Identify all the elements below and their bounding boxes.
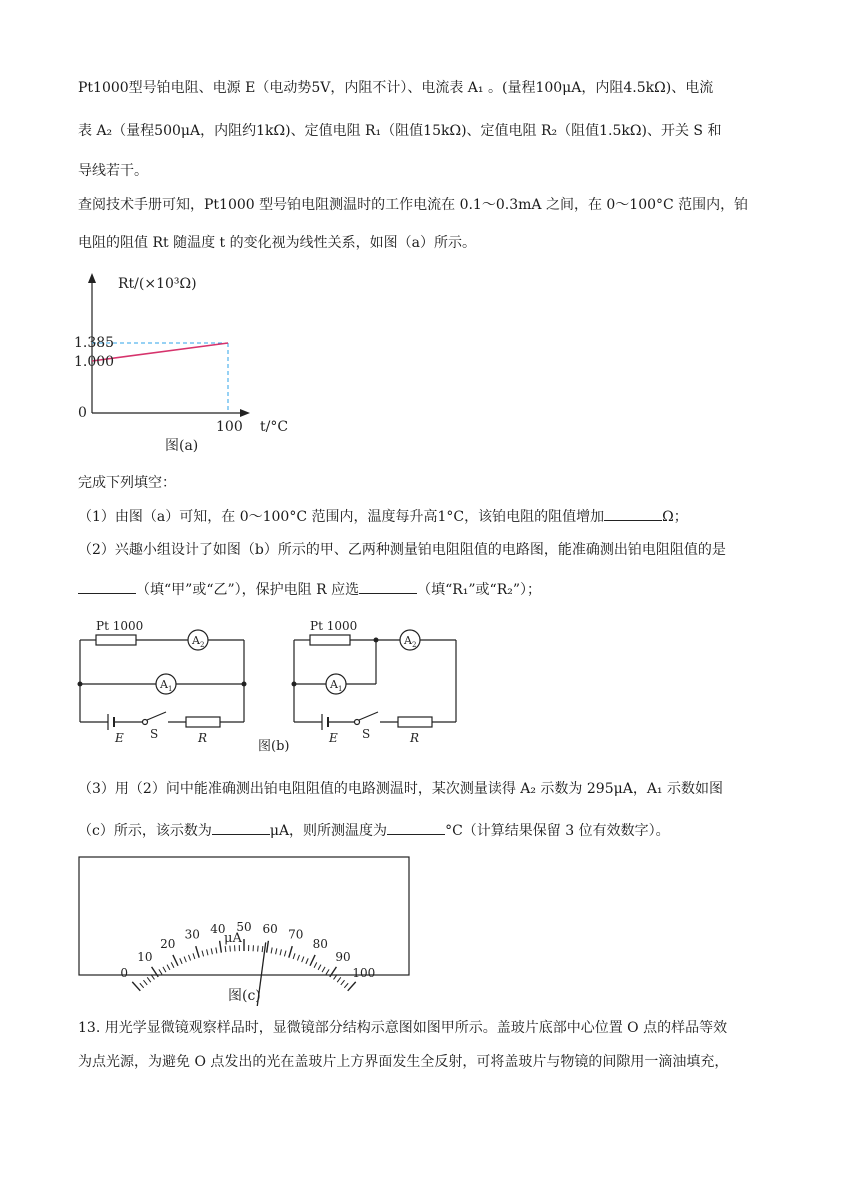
x-axis-arrow bbox=[240, 409, 250, 417]
meter-tick-100 bbox=[348, 982, 356, 991]
question-13-line-2: 为点光源，为避免 O 点发出的光在盖玻片上方界面发生全反射，可将盖玻片与物镜的间隙用一滴油填充， bbox=[78, 1054, 729, 1070]
scale-label-50: 50 bbox=[236, 920, 252, 934]
resistor-r-jia bbox=[186, 717, 220, 727]
meter-tick-96 bbox=[341, 980, 345, 985]
resistor-label-yi: R bbox=[410, 731, 420, 745]
meter-tick-44 bbox=[230, 946, 231, 952]
question-2-line-2 bbox=[78, 579, 541, 600]
circuit-yi bbox=[294, 630, 456, 730]
scale-label-20: 20 bbox=[160, 937, 176, 952]
question-2-end: （填“R₁”或“R₂”）； bbox=[417, 582, 542, 598]
scale-label-70: 70 bbox=[288, 927, 304, 942]
meter-tick-0 bbox=[132, 982, 140, 991]
question-3-line-1: （3）用（2）问中能准确测出铂电阻阻值的电路测温时，某次测量读得 A₂ 示数为 295μA，A₁ 示数如图 bbox=[78, 781, 723, 797]
junction-right-jia bbox=[242, 682, 247, 687]
switch-jia bbox=[147, 712, 166, 720]
scale-label-0: 0 bbox=[120, 965, 129, 980]
switch-yi bbox=[359, 712, 378, 720]
ammeter-a2-label-yi: $A_2$ bbox=[404, 634, 417, 649]
y-axis-label: Rt/(×10³Ω) bbox=[118, 276, 197, 292]
scale-label-30: 30 bbox=[184, 927, 200, 942]
switch-label-yi: S bbox=[362, 727, 371, 741]
junction-left-jia bbox=[78, 682, 83, 687]
figure-b-caption: 图(b) bbox=[258, 739, 290, 754]
pt1000-resistor-jia bbox=[96, 635, 136, 645]
question-2-mid: （填“甲”或“乙”），保护电阻 R 应选 bbox=[136, 582, 360, 598]
scale-label-10: 10 bbox=[137, 949, 153, 964]
question-13-line-1: 13. 用光学显微镜观察样品时，显微镜部分结构示意图如图甲所示。盖玻片底部中心位置 O 点的样品等效 bbox=[78, 1020, 728, 1036]
x-axis-label: t/°C bbox=[260, 419, 289, 435]
pt1000-label-yi: Pt 1000 bbox=[310, 619, 358, 633]
scale-label-90: 90 bbox=[335, 949, 351, 964]
meter-tick-58 bbox=[262, 946, 263, 952]
meter-tick-56 bbox=[258, 946, 259, 952]
question-3-mid: μA，则所测温度为 bbox=[269, 823, 388, 839]
question-3-end: °C（计算结果保留 3 位有效数字）。 bbox=[445, 823, 670, 839]
pt1000-resistor-yi bbox=[310, 635, 350, 645]
figure-a-caption: 图(a) bbox=[165, 438, 199, 454]
meter-tick-4 bbox=[143, 980, 147, 985]
meter-tick-42 bbox=[225, 946, 226, 952]
resistor-r-yi bbox=[398, 717, 432, 727]
paragraph-line-1: Pt1000型号铂电阻、电源 E（电动势5V，内阻不计）、电流表 A₁ 。(量程100μA，内阻4.5kΩ)、电流 bbox=[78, 80, 714, 96]
meter-frame bbox=[79, 857, 409, 975]
paragraph-line-5: 电阻的阻值 Rt 随温度 t 的变化视为线性关系，如图（a）所示。 bbox=[78, 235, 476, 251]
question-1-text: （1）由图（a）可知，在 0～100°C 范围内，温度每升高1°C，该铂电阻的阻值增加 bbox=[78, 509, 605, 525]
figure-c-meter bbox=[78, 856, 412, 1006]
answer-blank-1[interactable] bbox=[604, 506, 662, 521]
junction-top-yi bbox=[374, 638, 379, 643]
figure-c-caption: 图(c) bbox=[228, 988, 261, 1004]
question-1 bbox=[78, 506, 688, 527]
ammeter-a2-label-jia: $A_2$ bbox=[192, 634, 205, 649]
battery-label-yi: E bbox=[329, 731, 338, 745]
switch-label-jia: S bbox=[150, 727, 159, 741]
answer-blank-4[interactable] bbox=[212, 820, 270, 835]
meter-tick-2 bbox=[140, 983, 144, 988]
answer-blank-5[interactable] bbox=[387, 820, 445, 835]
paragraph-line-3: 导线若干。 bbox=[78, 163, 148, 179]
question-3-start: （c）所示，该示数为 bbox=[78, 823, 212, 839]
ammeter-a1-label-yi: $A_1$ bbox=[330, 678, 343, 693]
figure-b-circuits bbox=[70, 612, 470, 757]
figure-a-graph bbox=[70, 265, 300, 460]
paragraph-line-4: 查阅技术手册可知，Pt1000 型号铂电阻测温时的工作电流在 0.1～0.3mA 之间，在 0～100°C 范围内，铂 bbox=[78, 197, 749, 213]
x-tick-100: 100 bbox=[216, 419, 243, 435]
question-1-unit: Ω； bbox=[662, 509, 688, 525]
origin-label: 0 bbox=[78, 405, 87, 421]
meter-tick-94 bbox=[337, 977, 341, 982]
meter-unit-label: μA bbox=[224, 931, 242, 946]
battery-label-jia: E bbox=[115, 731, 124, 745]
meter-tick-98 bbox=[344, 983, 348, 988]
scale-label-80: 80 bbox=[312, 937, 328, 952]
pt1000-label-jia: Pt 1000 bbox=[96, 619, 144, 633]
paragraph-line-2: 表 A₂（量程500μA，内阻约1kΩ)、定值电阻 R₁（阻值15kΩ)、定值电阻 R₂（阻值1.5kΩ)、开关 S 和 bbox=[78, 123, 722, 139]
question-3-line-2 bbox=[78, 820, 670, 841]
y-tick-1000: 1.000 bbox=[74, 354, 115, 370]
answer-blank-3[interactable] bbox=[359, 579, 417, 594]
scale-label-60: 60 bbox=[262, 921, 278, 936]
scale-label-40: 40 bbox=[210, 921, 226, 936]
scale-label-100: 100 bbox=[352, 965, 376, 980]
y-tick-1385: 1.385 bbox=[74, 335, 115, 351]
meter-tick-6 bbox=[147, 977, 151, 982]
y-axis-arrow bbox=[88, 273, 96, 283]
instruction-heading: 完成下列填空： bbox=[78, 475, 176, 491]
answer-blank-2[interactable] bbox=[78, 579, 136, 594]
ammeter-a1-label-jia: $A_1$ bbox=[160, 678, 173, 693]
junction-left-yi bbox=[292, 682, 297, 687]
question-2-line-1: （2）兴趣小组设计了如图（b）所示的甲、乙两种测量铂电阻阻值的电路图，能准确测出铂电阻阻值的是 bbox=[78, 542, 726, 558]
resistor-label-jia: R bbox=[198, 731, 208, 745]
